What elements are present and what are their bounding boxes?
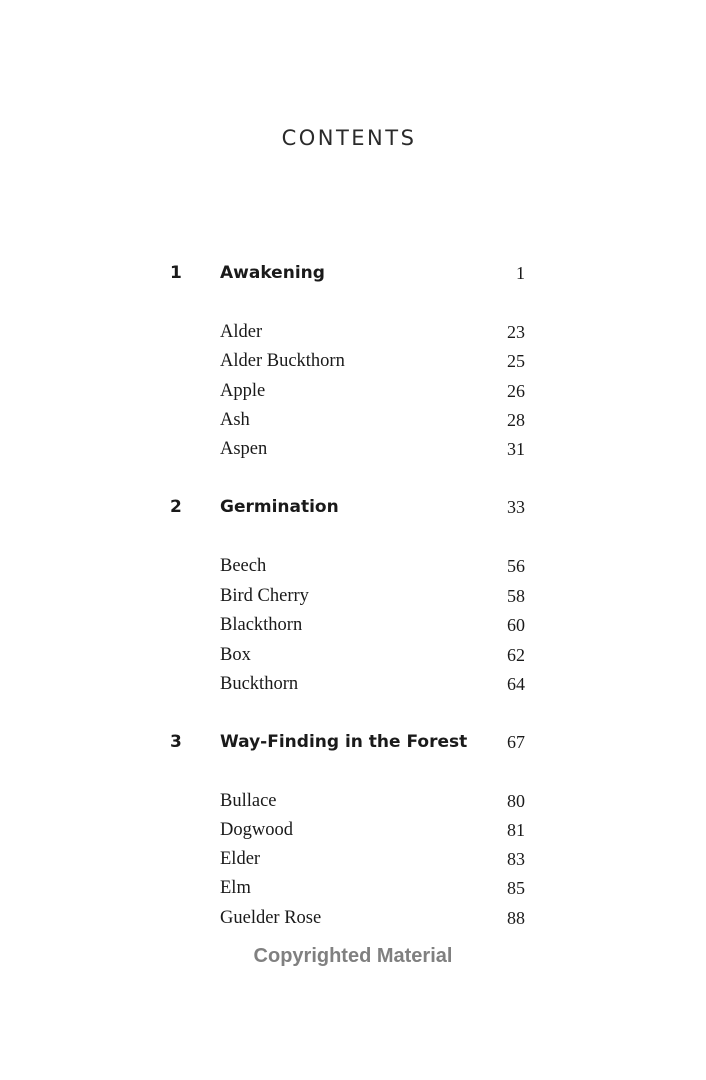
entry-title: Blackthorn xyxy=(220,615,303,635)
entry-title: Buckthorn xyxy=(220,674,299,694)
chapter-row-1[interactable] xyxy=(0,259,706,287)
entry-row[interactable] xyxy=(0,816,706,844)
entry-row[interactable] xyxy=(0,670,706,698)
chapter-title: Awakening xyxy=(220,263,325,283)
entry-page-number: 85 xyxy=(507,878,525,898)
entry-page-number: 83 xyxy=(507,849,525,869)
chapter-page-number: 1 xyxy=(516,263,525,283)
entry-row[interactable] xyxy=(0,582,706,610)
entry-title: Guelder Rose xyxy=(220,908,322,928)
entry-title: Alder xyxy=(220,322,263,342)
entry-title: Alder Buckthorn xyxy=(220,351,345,371)
entry-page-number: 60 xyxy=(507,615,525,635)
entry-row[interactable] xyxy=(0,406,706,434)
entry-title: Bird Cherry xyxy=(220,586,309,606)
chapter-number: 1 xyxy=(170,263,182,283)
chapter-title: Germination xyxy=(220,497,339,517)
copyright-watermark: Copyrighted Material xyxy=(253,945,453,967)
page-title: CONTENTS xyxy=(281,126,417,150)
entry-title: Beech xyxy=(220,556,267,576)
entry-page-number: 25 xyxy=(507,351,525,371)
entry-title: Apple xyxy=(220,381,266,401)
entry-row[interactable] xyxy=(0,377,706,405)
entry-row[interactable] xyxy=(0,552,706,580)
entry-page-number: 28 xyxy=(507,410,525,430)
entry-page-number: 26 xyxy=(507,381,525,401)
chapter-title: Way-Finding in the Forest xyxy=(220,732,468,752)
entry-page-number: 80 xyxy=(507,791,525,811)
chapter-row-2[interactable] xyxy=(0,493,706,521)
entry-row[interactable] xyxy=(0,904,706,932)
chapter-row-3[interactable] xyxy=(0,728,706,756)
entry-title: Ash xyxy=(220,410,250,430)
entry-page-number: 23 xyxy=(507,322,525,342)
entry-row[interactable] xyxy=(0,845,706,873)
entry-page-number: 64 xyxy=(507,674,525,694)
entry-row[interactable] xyxy=(0,318,706,346)
entry-page-number: 62 xyxy=(507,645,525,665)
entry-row[interactable] xyxy=(0,874,706,902)
entry-title: Bullace xyxy=(220,791,277,811)
entry-row[interactable] xyxy=(0,435,706,463)
entry-title: Elm xyxy=(220,878,251,898)
entry-page-number: 81 xyxy=(507,820,525,840)
entry-row[interactable] xyxy=(0,641,706,669)
chapter-page-number: 33 xyxy=(507,497,525,517)
entry-page-number: 31 xyxy=(507,439,525,459)
entry-title: Dogwood xyxy=(220,820,293,840)
entry-row[interactable] xyxy=(0,347,706,375)
entry-title: Elder xyxy=(220,849,261,869)
entry-page-number: 58 xyxy=(507,586,525,606)
entry-row[interactable] xyxy=(0,787,706,815)
chapter-page-number: 67 xyxy=(507,732,525,752)
entry-title: Box xyxy=(220,645,251,665)
chapter-number: 3 xyxy=(170,732,182,752)
entry-row[interactable] xyxy=(0,611,706,639)
chapter-number: 2 xyxy=(170,497,182,517)
entry-title: Aspen xyxy=(220,439,268,459)
entry-page-number: 56 xyxy=(507,556,525,576)
entry-page-number: 88 xyxy=(507,908,525,928)
